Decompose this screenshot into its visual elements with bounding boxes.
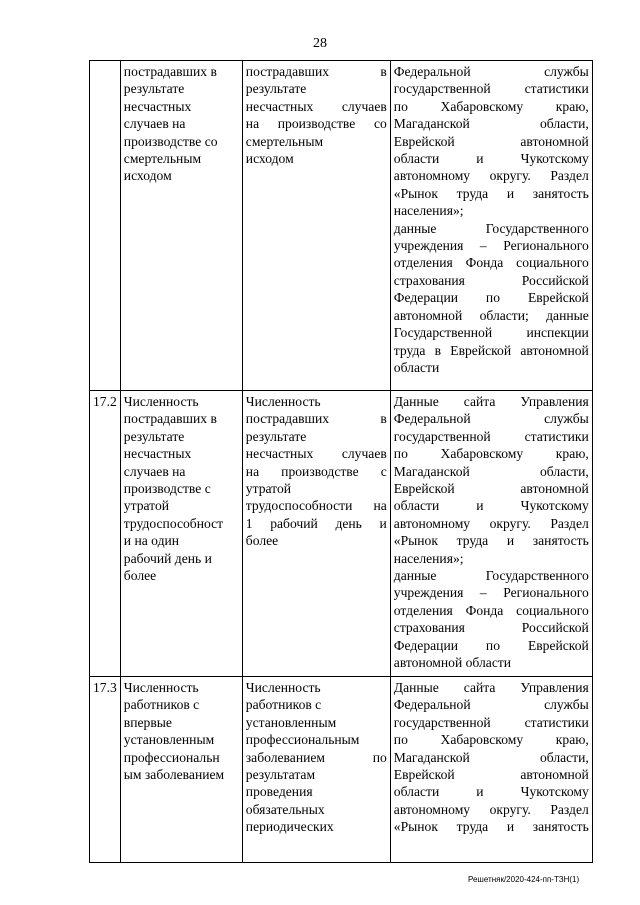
cell-text-line: Еврейской автономной: [393, 133, 589, 149]
cell-text-line: страхования Российской: [393, 620, 589, 636]
cell-text-line: результате: [245, 81, 307, 97]
cell-text-line: смертельным: [123, 151, 202, 167]
cell-text-line: Магаданской области,: [393, 116, 589, 132]
cell-text-line: результате: [123, 428, 185, 444]
data-source-cell: [390, 391, 592, 677]
cell-text-line: утратой: [123, 498, 170, 514]
cell-text-line: проведения: [245, 784, 313, 800]
cell-text-line: смертельным: [245, 133, 324, 149]
row-number: 17.2: [90, 391, 121, 677]
cell-text-line: Федеральной службы: [393, 411, 589, 427]
cell-text-line: на производстве со: [245, 116, 387, 132]
cell-text-line: государственной статистики: [393, 714, 589, 730]
cell-text-line: ым заболеванием: [123, 767, 225, 783]
cell-text-line: отделения Фонда социального: [393, 602, 589, 618]
cell-text-line: населения»;: [393, 550, 464, 566]
cell-text-line: Федерации по Еврейской: [393, 290, 589, 306]
page-number: 28: [313, 36, 327, 51]
cell-text-line: Федеральной службы: [393, 697, 589, 713]
cell-text-line: 1 рабочий день и: [245, 515, 387, 531]
cell-text-line: по Хабаровскому краю,: [393, 446, 589, 462]
cell-text-line: труда в Еврейской автономной: [393, 342, 589, 358]
cell-text-line: Численность: [123, 394, 199, 409]
cell-text-line: трудоспособност: [123, 515, 224, 531]
cell-text-line: Еврейской автономной: [393, 767, 589, 783]
cell-text-line: автономному округу. Раздел: [393, 168, 589, 184]
cell-text-line: автономному округу. Раздел: [393, 801, 589, 817]
cell-text-line: области и Чукотскому: [393, 151, 589, 167]
cell-text-line: несчастных случаев: [245, 446, 387, 462]
cell-text-line: исходом: [123, 168, 172, 184]
cell-text-line: Государственной инспекции: [393, 325, 589, 341]
cell-text-line: государственной статистики: [393, 81, 589, 97]
cell-text-line: «Рынок труда и занятость: [393, 533, 589, 549]
cell-text-line: результате: [123, 81, 185, 97]
cell-text-line: рабочий день и: [123, 550, 212, 566]
cell-text-line: по Хабаровскому краю,: [393, 98, 589, 114]
cell-text-line: результате: [245, 428, 307, 444]
table-row: [90, 391, 593, 677]
cell-text-line: области и Чукотскому: [393, 784, 589, 800]
cell-text-line: несчастных случаев: [245, 98, 387, 114]
cell-text-line: производстве со: [123, 133, 218, 149]
cell-text-line: автономной области: [393, 655, 512, 671]
document-footer-code: Решетняк/2020-424-пп-ТЗН(1): [468, 875, 580, 884]
cell-text-line: случаев на: [123, 116, 186, 132]
cell-text-line: Численность: [245, 394, 321, 409]
cell-text-line: утратой: [245, 481, 292, 497]
cell-text-line: установленным: [245, 714, 337, 730]
cell-text-line: на производстве с: [245, 463, 387, 479]
cell-text-line: работников с: [123, 697, 200, 713]
cell-text-line: области: [393, 359, 440, 375]
cell-text-line: отделения Фонда социального: [393, 255, 589, 271]
cell-text-line: населения»;: [393, 203, 464, 219]
cell-text-line: страхования Российской: [393, 272, 589, 288]
cell-text-line: пострадавших в: [123, 64, 217, 79]
cell-text-line: «Рынок труда и занятость: [393, 819, 589, 835]
cell-text-line: Данные сайта Управления: [393, 394, 589, 409]
row-number: 17.3: [90, 677, 121, 863]
indicator-description-cell: [242, 61, 390, 391]
cell-text-line: трудоспособности на: [245, 498, 387, 514]
indicators-table: [89, 60, 593, 863]
table-row: [90, 61, 593, 391]
cell-text-line: случаев на: [123, 463, 186, 479]
indicator-name-cell: [120, 391, 242, 677]
cell-text-line: данные Государственного: [393, 568, 589, 584]
cell-text-line: обязательных: [245, 801, 325, 817]
cell-text-line: несчастных: [123, 98, 192, 114]
cell-text-line: работников с: [245, 697, 322, 713]
cell-text-line: пострадавших в: [245, 64, 387, 79]
cell-text-line: Магаданской области,: [393, 749, 589, 765]
cell-text-line: периодических: [245, 819, 334, 835]
row-number: [90, 61, 121, 391]
cell-text-line: впервые: [123, 714, 172, 730]
indicator-name-cell: [120, 677, 242, 863]
cell-text-line: автономному округу. Раздел: [393, 515, 589, 531]
cell-text-line: Еврейской автономной: [393, 481, 589, 497]
cell-text-line: заболеванием по: [245, 749, 387, 765]
cell-text-line: автономной области; данные: [393, 307, 589, 323]
indicator-description-cell: [242, 391, 390, 677]
cell-text-line: Данные сайта Управления: [393, 680, 589, 695]
table-row: [90, 677, 593, 863]
cell-text-line: Федерации по Еврейской: [393, 637, 589, 653]
cell-text-line: Численность: [123, 680, 199, 695]
cell-text-line: Магаданской области,: [393, 463, 589, 479]
cell-text-line: установленным: [123, 732, 215, 748]
indicator-description-cell: [242, 677, 390, 863]
cell-text-line: и на один: [123, 533, 180, 549]
cell-text-line: профессиональн: [123, 749, 220, 765]
cell-text-line: пострадавших в: [245, 411, 387, 427]
cell-text-line: пострадавших в: [123, 411, 217, 427]
cell-text-line: производстве с: [123, 481, 211, 497]
cell-text-line: учреждения – Регионального: [393, 238, 589, 254]
cell-text-line: по Хабаровскому краю,: [393, 732, 589, 748]
cell-text-line: исходом: [245, 151, 294, 167]
cell-text-line: «Рынок труда и занятость: [393, 185, 589, 201]
cell-text-line: государственной статистики: [393, 428, 589, 444]
cell-text-line: результатам: [245, 767, 316, 783]
cell-text-line: учреждения – Регионального: [393, 585, 589, 601]
data-source-cell: [390, 677, 592, 863]
cell-text-line: Федеральной службы: [393, 64, 589, 79]
cell-text-line: профессиональным: [245, 732, 360, 748]
data-source-cell: [390, 61, 592, 391]
cell-text-line: данные Государственного: [393, 220, 589, 236]
indicator-name-cell: [120, 61, 242, 391]
cell-text-line: несчастных: [123, 446, 192, 462]
cell-text-line: Численность: [245, 680, 321, 695]
cell-text-line: области и Чукотскому: [393, 498, 589, 514]
cell-text-line: более: [245, 533, 279, 549]
cell-text-line: более: [123, 568, 157, 584]
